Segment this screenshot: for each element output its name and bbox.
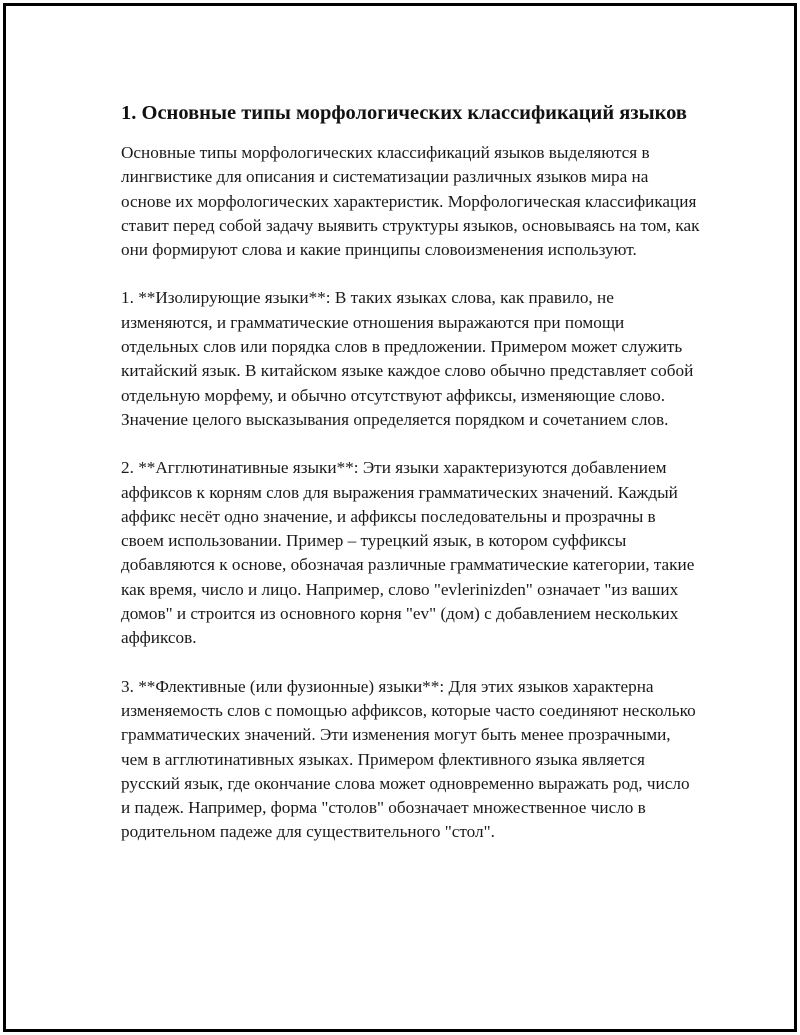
section-heading: 1. Основные типы морфологических классификаций языков xyxy=(121,102,687,124)
document-body xyxy=(121,99,701,869)
intro-paragraph: Основные типы морфологических классификаций языков выделяются в лингвистике для описания и систематизации различных языков мира на основе их морфологических характеристик. Морфологическая классификация ставит перед собой задачу выявить структуры языков, основываясь на том, как они формируют слова и какие принципы словоизменения используют. xyxy=(121,143,700,260)
agglutinative-languages-paragraph: 2. **Агглютинативные языки**: Эти языки характеризуются добавлением аффиксов к корням слов для выражения грамматических значений. Каждый аффикс несёт одно значение, и аффиксы последовательны и прозрачны в своем использовании. Пример – турецкий язык, в котором суффиксы добавляются к основе, обозначая различные грамматические категории, такие как время, число и лицо. Например, слово "evlerinizden" означает "из ваших домов" и строится из основного корня "ev" (дом) с добавлением нескольких аффиксов. xyxy=(121,458,695,648)
fusional-languages-paragraph: 3. **Флективные (или фузионные) языки**: Для этих языков характерна изменяемость слов с помощью аффиксов, которые часто соединяют несколько грамматических значений. Эти изменения могут быть менее прозрачными, чем в агглютинативных языках. Примером флективного языка является русский язык, где окончание слова может одновременно выражать род, число и падеж. Например, форма "столов" обозначает множественное число в родительном падеже для существительного "стол". xyxy=(121,676,696,842)
page-frame xyxy=(3,3,797,1032)
isolating-languages-paragraph: 1. **Изолирующие языки**: В таких языках слова, как правило, не изменяются, и грамматические отношения выражаются при помощи отдельных слов или порядка слов в предложении. Примером может служить китайский язык. В китайском языке каждое слово обычно представляет собой отдельную морфему, и обычно отсутствуют аффиксы, изменяющие слово. Значение целого высказывания определяется порядком и сочетанием слов. xyxy=(121,288,694,429)
